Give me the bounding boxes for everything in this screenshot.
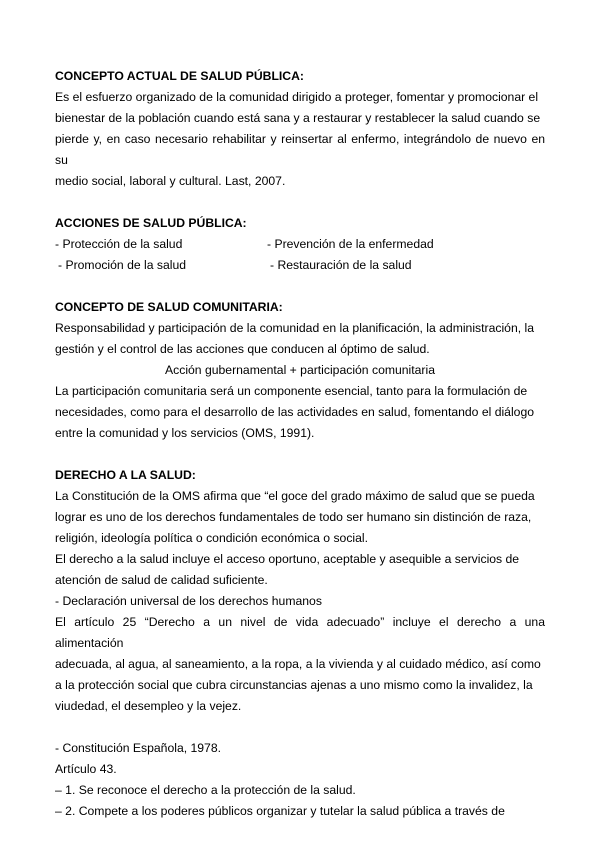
accion-item: - Restauración de la salud [270, 258, 412, 272]
formula-line: Acción gubernamental + participación comunitaria [165, 363, 435, 377]
paragraph-line: bienestar de la población cuando está sana y a restaurar y restablecer la salud cuando se [55, 111, 541, 125]
paragraph-line: religión, ideología política o condición económica o social. [55, 531, 369, 545]
paragraph-line: El derecho a la salud incluye el acceso oportuno, aceptable y asequible a servicios de [55, 552, 520, 566]
articulo-item: – 1. Se reconoce el derecho a la protección de la salud. [55, 783, 356, 797]
paragraph-line: adecuada, al agua, al saneamiento, a la ropa, a la vivienda y al cuidado médico, así como [55, 657, 541, 671]
heading-derecho-salud: DERECHO A LA SALUD: [55, 468, 196, 482]
declaracion-line: - Declaración universal de los derechos humanos [55, 594, 322, 608]
document-page [55, 66, 545, 822]
heading-acciones: ACCIONES DE SALUD PÚBLICA: [55, 216, 247, 230]
acciones-row [55, 234, 545, 255]
accion-item: - Prevención de la enfermedad [267, 237, 434, 251]
paragraph-line: gestión y el control de las acciones que conducen al óptimo de salud. [55, 342, 430, 356]
paragraph-line: a la protección social que cubra circunstancias ajenas a uno mismo como la invalidez, la [55, 678, 533, 692]
paragraph-line: medio social, laboral y cultural. Last, 2007. [55, 174, 286, 188]
heading-salud-comunitaria: CONCEPTO DE SALUD COMUNITARIA: [55, 300, 283, 314]
paragraph-line: pierde y, en caso necesario rehabilitar y reinsertar al enfermo, integrándolo de nuevo en su [55, 132, 545, 167]
heading-concepto-actual: CONCEPTO ACTUAL DE SALUD PÚBLICA: [55, 69, 304, 83]
accion-item: - Promoción de la salud [58, 258, 187, 272]
paragraph-line: lograr es uno de los derechos fundamentales de todo ser humano sin distinción de raza, [55, 510, 532, 524]
paragraph-line: El artículo 25 “Derecho a un nivel de vida adecuado” incluye el derecho a una alimentación [55, 615, 545, 650]
paragraph-line: necesidades, como para el desarrollo de las actividades en salud, fomentando el diálogo [55, 405, 535, 419]
paragraph-line: entre la comunidad y los servicios (OMS, 1991). [55, 426, 315, 440]
paragraph-line: La Constitución de la OMS afirma que “el goce del grado máximo de salud que se pueda [55, 489, 535, 503]
paragraph-line: atención de salud de calidad suficiente. [55, 573, 268, 587]
paragraph-line: Es el esfuerzo organizado de la comunidad dirigido a proteger, fomentar y promocionar el [55, 90, 539, 104]
paragraph-line: Responsabilidad y participación de la comunidad en la planificación, la administración, la [55, 321, 534, 335]
acciones-row [55, 255, 545, 276]
accion-item: - Protección de la salud [55, 237, 183, 251]
articulo-item: – 2. Compete a los poderes públicos organizar y tutelar la salud pública a través de [55, 804, 505, 818]
paragraph-line: La participación comunitaria será un componente esencial, tanto para la formulación de [55, 384, 528, 398]
paragraph-line: viudedad, el desempleo y la vejez. [55, 699, 242, 713]
constitucion-line: - Constitución Española, 1978. [55, 741, 221, 755]
articulo-line: Artículo 43. [55, 762, 117, 776]
